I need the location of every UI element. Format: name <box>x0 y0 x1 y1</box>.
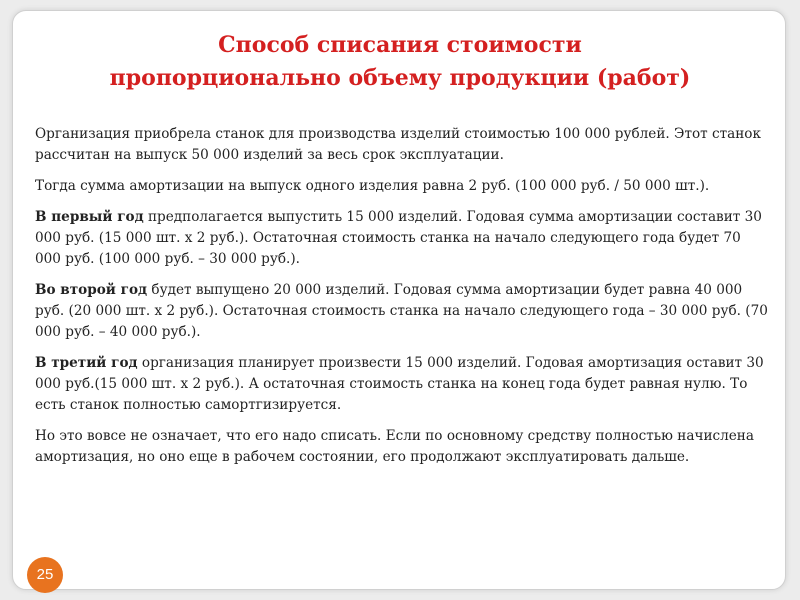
third-year-text: организация планирует произвести 15 000 изделий. Годовая амортизация оставит 30 000 руб.(15 000 шт. х 2 руб.). А остаточная стоимость станка на конец года будет равная нулю. То есть станок полностью самортгизируется. <box>35 355 764 413</box>
paragraph-purchase: Организация приобрела станок для производства изделий стоимостью 100 000 рублей. Этот станок рассчитан на выпуск 50 000 изделий за весь срок эксплуатации. <box>35 126 761 163</box>
paragraph-per-unit: Тогда сумма амортизации на выпуск одного изделия равна 2 руб. (100 000 руб. / 50 000 шт.). <box>35 178 710 194</box>
third-year-lead: В третий год <box>35 355 138 371</box>
paragraph-first-year <box>35 207 771 270</box>
second-year-lead: Во второй год <box>35 282 148 298</box>
slide-title-line-1: Способ списания стоимости <box>218 32 582 58</box>
paragraph-third-year <box>35 353 771 416</box>
first-year-text: предполагается выпустить 15 000 изделий. Годовая сумма амортизации составит 30 000 руб. (15 000 шт. х 2 руб.). Остаточная стоимость станка на начало следующего года будет 70 000 руб. (100 000 руб. – 30 000 руб.). <box>35 209 762 267</box>
first-year-lead: В первый год <box>35 209 144 225</box>
second-year-text: будет выпущено 20 000 изделий. Годовая сумма амортизации будет равна 40 000 руб. (20 000 шт. х 2 руб.). Остаточная стоимость станка на начало следующего года – 30 000 руб. (70 000 руб. – 40 000 руб.). <box>35 282 768 340</box>
slide-title <box>13 29 787 95</box>
paragraph-conclusion: Но это вовсе не означает, что его надо списать. Если по основному средству полностью начислена амортизация, но оно еще в рабочем состоянии, его продолжают эксплуатировать дальше. <box>35 428 754 465</box>
slide-title-line-2: пропорционально объему продукции (работ) <box>109 65 691 91</box>
slide <box>12 10 786 590</box>
paragraph-second-year <box>35 280 771 343</box>
slide-body <box>35 124 771 478</box>
page-number-badge: 25 <box>27 557 63 593</box>
